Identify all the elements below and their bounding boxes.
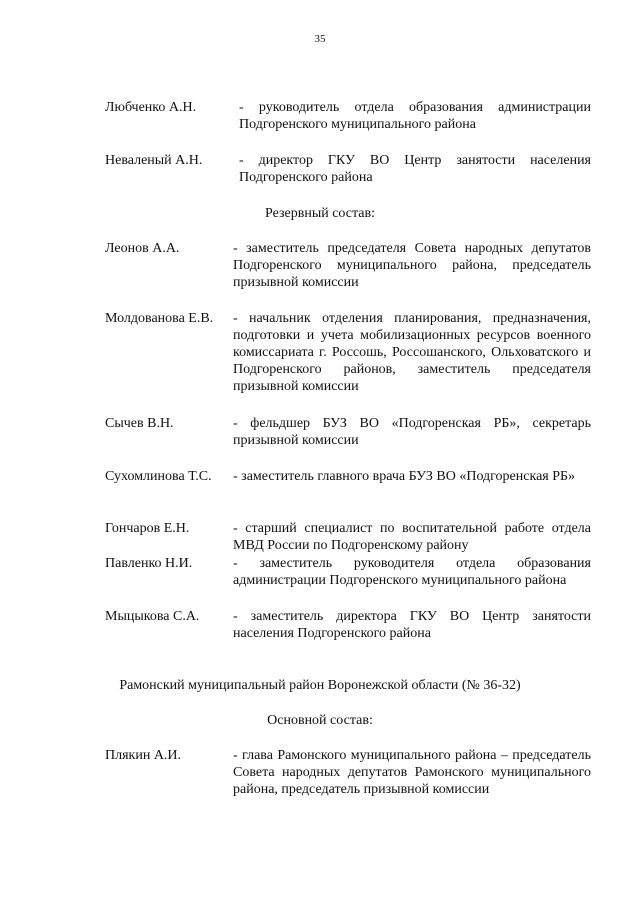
section-heading-reserve: Резервный состав: — [264, 206, 375, 221]
member-name: Неваленый А.Н. — [105, 153, 203, 168]
member-role: - фельдшер БУЗ ВО «Подгоренская РБ», секретарь призывной комиссии — [233, 416, 591, 448]
member-name: Павленко Н.И. — [105, 556, 193, 571]
section-heading-main: Основной состав: — [267, 713, 373, 728]
member-role: - заместитель директора ГКУ ВО Центр занятости населения Подгоренского района — [233, 609, 591, 641]
member-name: Леонов А.А. — [105, 241, 180, 256]
district-heading: Рамонский муниципальный район Воронежской области (№ 36-32) — [119, 678, 521, 693]
member-name: Сухомлинова Т.С. — [105, 469, 212, 484]
member-entry — [105, 555, 591, 589]
member-entry — [105, 415, 591, 449]
member-entry — [105, 608, 591, 642]
member-role: - заместитель главного врача БУЗ ВО «Подгоренская РБ» — [233, 469, 576, 484]
member-role: - начальник отделения планирования, предназначения, подготовки и учета мобилизационных ресурсов военного комиссариата г. Россошь, Россошанского, Ольховатского и Подгоренского районов, заместитель председателя призывной комиссии — [233, 311, 591, 394]
member-role: - руководитель отдела образования администрации Подгоренского муниципального района — [239, 100, 591, 132]
member-name: Гончаров Е.Н. — [105, 521, 190, 536]
member-entry — [105, 152, 591, 186]
member-name: Сычев В.Н. — [105, 416, 174, 431]
member-entry — [105, 520, 591, 554]
page-number: 35 — [314, 33, 326, 45]
member-entry — [105, 468, 591, 485]
member-name: Плякин А.И. — [105, 748, 182, 763]
member-role: - заместитель председателя Совета народных депутатов Подгоренского муниципального района, председатель призывной комиссии — [233, 241, 591, 290]
member-role: - глава Рамонского муниципального района – председатель Совета народных депутатов Рамонского муниципального района, председатель призывной комиссии — [233, 748, 591, 797]
member-entry — [105, 240, 591, 291]
member-name: Любченко А.Н. — [105, 100, 197, 115]
member-entry — [105, 747, 591, 798]
member-name: Молдованова Е.В. — [105, 311, 214, 326]
member-role: - заместитель руководителя отдела образования администрации Подгоренского муниципального района — [233, 556, 591, 588]
member-name: Мыцыкова С.А. — [105, 609, 200, 624]
member-role: - директор ГКУ ВО Центр занятости населения Подгоренского района — [239, 153, 591, 185]
member-entry — [105, 99, 591, 133]
member-entry — [105, 310, 591, 395]
member-role: - старший специалист по воспитательной работе отдела МВД России по Подгоренскому району — [233, 521, 591, 553]
